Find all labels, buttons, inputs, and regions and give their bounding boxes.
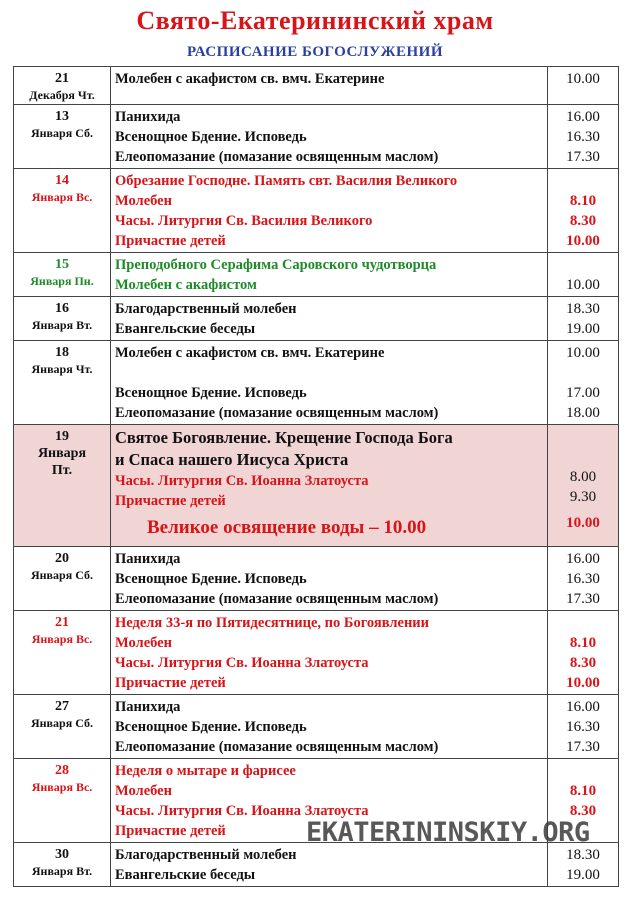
times-cell (548, 67, 619, 105)
time-value: 19.00 (566, 321, 600, 337)
date-month-weekday: Января Сб. (30, 716, 94, 730)
service-line: Часы. Литургия Св. Иоанна Златоуста (115, 803, 369, 819)
times-cell (548, 253, 619, 297)
date-month-weekday: Января Вт. (31, 318, 93, 332)
times-cell (548, 105, 619, 169)
service-line: Причастие детей (115, 493, 226, 509)
time-value: 8.30 (569, 655, 597, 671)
time-value: 16.00 (566, 551, 600, 567)
date-day: 21 (55, 71, 69, 86)
time-value: 10.00 (566, 345, 600, 361)
service-line: Преподобного Серафима Саровского чудотворца (115, 257, 437, 273)
time-value: 10.00 (566, 675, 600, 691)
times-cell (548, 695, 619, 759)
time-spacer (548, 363, 618, 383)
feast-line: и Спаса нашего Иисуса Христа (115, 450, 349, 469)
services-cell (111, 169, 548, 253)
date-cell (14, 105, 111, 169)
date-cell (14, 611, 111, 695)
time-value: 9.30 (569, 489, 597, 505)
service-line: Елеопомазание (помазание освященным маслом) (115, 739, 439, 755)
services-cell (111, 253, 548, 297)
date-cell (14, 843, 111, 887)
site-watermark: EKATERININSKIY.ORG (306, 817, 590, 848)
service-line: Панихида (115, 109, 181, 125)
date-month-weekday: Января Вс. (31, 632, 93, 646)
time-value: 10.00 (566, 233, 600, 249)
service-line: Обрезание Господне. Память свт. Василия Великого (115, 173, 458, 189)
schedule-row (14, 253, 619, 297)
times-cell (548, 843, 619, 887)
time-value: 18.00 (566, 405, 600, 421)
services-cell (111, 67, 548, 105)
page-subtitle: РАСПИСАНИЕ БОГОСЛУЖЕНИЙ (187, 44, 443, 60)
services-cell (111, 843, 548, 887)
times-cell (548, 425, 619, 547)
date-cell (14, 341, 111, 425)
time-value: 18.30 (566, 301, 600, 317)
date-day: 13 (55, 109, 69, 124)
date-day: 15 (55, 257, 69, 272)
date-weekday: Пт. (51, 463, 73, 478)
time-value: 17.00 (566, 385, 600, 401)
service-line: Неделя о мытаре и фарисее (115, 763, 296, 779)
schedule-row (14, 843, 619, 887)
services-cell (111, 341, 548, 425)
time-spacer (548, 171, 618, 191)
time-value: 8.10 (569, 193, 597, 209)
time-value: 8.30 (569, 213, 597, 229)
date-day: 19 (55, 429, 69, 444)
date-month-weekday: Января Вс. (31, 190, 93, 204)
date-day: 30 (55, 847, 69, 862)
time-value: 19.00 (566, 867, 600, 883)
time-spacer (548, 255, 618, 275)
date-cell (14, 253, 111, 297)
services-cell (111, 695, 548, 759)
date-cell (14, 67, 111, 105)
service-line: Молебен (115, 193, 172, 209)
service-line: Часы. Литургия Св. Василия Великого (115, 213, 373, 229)
time-value: 10.00 (566, 71, 600, 87)
page-title: Свято-Екатерининский храм (136, 6, 494, 35)
date-month: Января (37, 446, 87, 461)
service-line: Всенощное Бдение. Исповедь (115, 385, 307, 401)
service-line: Благодарственный молебен (115, 847, 297, 863)
date-month-weekday: Января Пн. (30, 274, 94, 288)
service-line: Молебен с акафистом св. вмч. Екатерине (115, 71, 385, 87)
date-day: 14 (55, 173, 69, 188)
service-line: Неделя 33-я по Пятидесятнице, по Богоявлении (115, 615, 430, 631)
time-value: 16.00 (566, 699, 600, 715)
service-line: Часы. Литургия Св. Иоанна Златоуста (115, 473, 369, 489)
times-cell (548, 169, 619, 253)
service-line: Причастие детей (115, 233, 226, 249)
service-line: Благодарственный молебен (115, 301, 297, 317)
date-day: 27 (55, 699, 69, 714)
time-value: 8.30 (569, 803, 597, 819)
time-value: 16.30 (566, 129, 600, 145)
times-cell (548, 547, 619, 611)
time-spacer (548, 427, 618, 467)
services-cell (111, 105, 548, 169)
schedule-row (14, 297, 619, 341)
service-line: Елеопомазание (помазание освященным маслом) (115, 405, 439, 421)
date-cell (14, 547, 111, 611)
services-cell (111, 425, 548, 547)
services-cell (111, 297, 548, 341)
times-cell (548, 341, 619, 425)
service-line: Елеопомазание (помазание освященным маслом) (115, 149, 439, 165)
date-month-weekday: Января Сб. (30, 568, 94, 582)
time-value: 18.30 (566, 847, 600, 863)
schedule-table (13, 66, 619, 887)
service-line: Евангельские беседы (115, 321, 256, 337)
time-value: 8.10 (569, 635, 597, 651)
schedule-row (14, 695, 619, 759)
schedule-row (14, 425, 619, 547)
service-line: Всенощное Бдение. Исповедь (115, 571, 307, 587)
times-cell (548, 611, 619, 695)
service-line: Молебен (115, 635, 172, 651)
blessing-line: Великое освящение воды – 10.00 (147, 517, 427, 538)
service-line: Молебен (115, 783, 172, 799)
services-cell (111, 611, 548, 695)
date-month-weekday: Января Сб. (30, 126, 94, 140)
service-line: Панихида (115, 699, 181, 715)
time-value: 17.30 (566, 149, 600, 165)
date-cell (14, 759, 111, 843)
spacer-line (115, 363, 547, 383)
service-line: Всенощное Бдение. Исповедь (115, 719, 307, 735)
services-cell (111, 547, 548, 611)
date-day: 28 (55, 763, 69, 778)
date-cell (14, 169, 111, 253)
service-line: Часы. Литургия Св. Иоанна Златоуста (115, 655, 369, 671)
date-month-weekday: Декабря Чт. (29, 88, 95, 102)
service-line: Молебен с акафистом (115, 277, 257, 293)
service-line: Всенощное Бдение. Исповедь (115, 129, 307, 145)
time-value: 10.00 (566, 277, 600, 293)
time-value: 17.30 (566, 591, 600, 607)
date-cell (14, 425, 111, 547)
service-line: Причастие детей (115, 675, 226, 691)
date-month-weekday: Января Чт. (31, 362, 93, 376)
schedule-row (14, 67, 619, 105)
schedule-row (14, 611, 619, 695)
date-cell (14, 297, 111, 341)
time-spacer (548, 761, 618, 781)
date-day: 21 (55, 615, 69, 630)
schedule-row (14, 105, 619, 169)
date-month-weekday: Января Вт. (31, 864, 93, 878)
time-value: 16.30 (566, 719, 600, 735)
service-line: Панихида (115, 551, 181, 567)
service-line: Евангельские беседы (115, 867, 256, 883)
date-cell (14, 695, 111, 759)
time-value: 16.30 (566, 571, 600, 587)
schedule-row (14, 547, 619, 611)
service-line: Елеопомазание (помазание освященным маслом) (115, 591, 439, 607)
date-day: 18 (55, 345, 69, 360)
schedule-row (14, 169, 619, 253)
time-value: 8.00 (569, 469, 597, 485)
date-day: 16 (55, 301, 69, 316)
time-value: 10.00 (566, 515, 600, 531)
date-day: 20 (55, 551, 69, 566)
time-value: 16.00 (566, 109, 600, 125)
time-spacer (548, 613, 618, 633)
time-value: 17.30 (566, 739, 600, 755)
time-value: 8.10 (569, 783, 597, 799)
date-month-weekday: Января Вс. (31, 780, 93, 794)
times-cell (548, 297, 619, 341)
schedule-row (14, 341, 619, 425)
feast-line: Святое Богоявление. Крещение Господа Бога (115, 428, 453, 447)
service-line: Причастие детей (115, 823, 226, 839)
service-line: Молебен с акафистом св. вмч. Екатерине (115, 345, 385, 361)
